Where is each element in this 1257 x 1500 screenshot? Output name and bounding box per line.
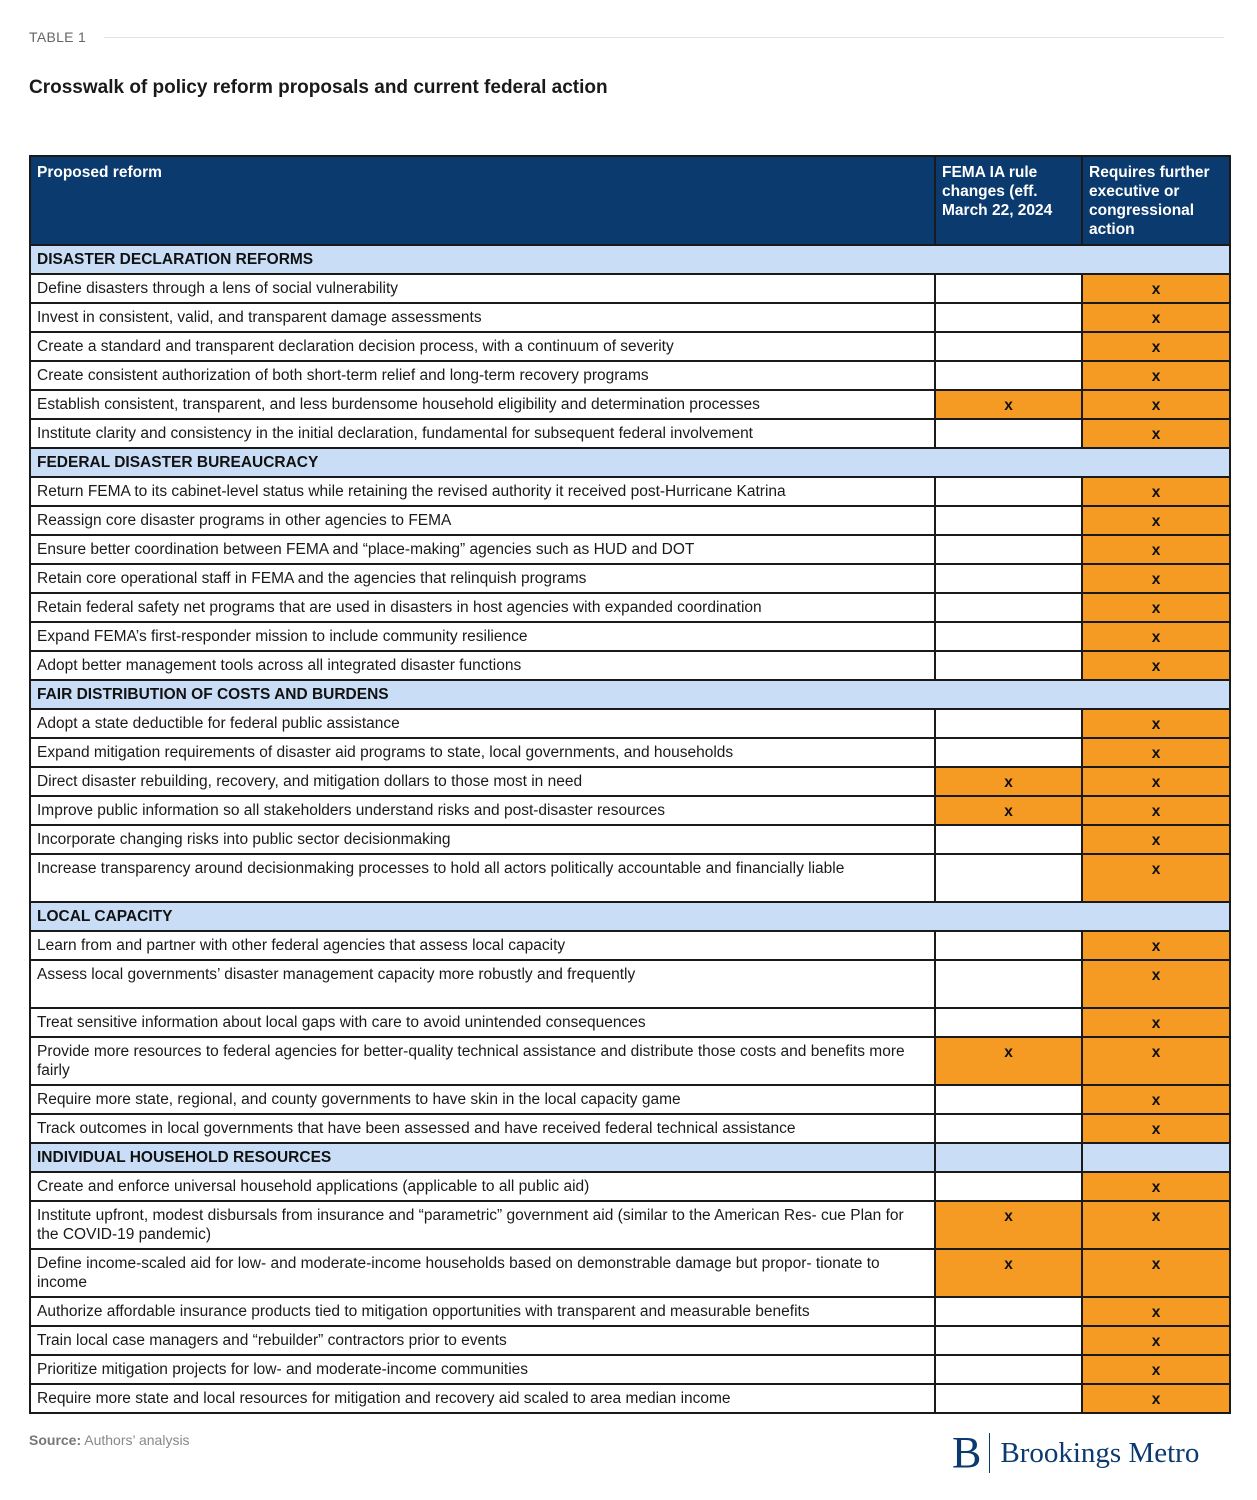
table-row (30, 535, 1230, 564)
reform-cell: Define disasters through a lens of social vulnerability (30, 274, 935, 303)
fema-mark-cell (935, 931, 1082, 960)
column-header-further: Requires further executive or congressional action (1082, 156, 1230, 245)
further-mark-cell: x (1082, 361, 1230, 390)
fema-mark-cell (935, 303, 1082, 332)
table-row (30, 1249, 1230, 1297)
table-row (30, 477, 1230, 506)
further-mark-cell: x (1082, 1355, 1230, 1384)
fema-mark-cell (935, 1008, 1082, 1037)
further-mark-cell: x (1082, 303, 1230, 332)
table-row (30, 332, 1230, 361)
source-label: Source: (29, 1432, 82, 1448)
section-title: LOCAL CAPACITY (30, 902, 1230, 931)
section-title: DISASTER DECLARATION REFORMS (30, 245, 1230, 274)
further-mark-cell: x (1082, 1008, 1230, 1037)
section-row (30, 1143, 1230, 1172)
fema-mark-cell: x (935, 1201, 1082, 1249)
further-mark-cell: x (1082, 960, 1230, 1008)
table-body (30, 245, 1230, 1413)
fema-mark-cell (935, 1384, 1082, 1413)
reform-cell: Require more state and local resources for mitigation and recovery aid scaled to area median income (30, 1384, 935, 1413)
reform-cell: Provide more resources to federal agencies for better-quality technical assistance and distribute those costs and benefits more fairly (30, 1037, 935, 1085)
further-mark-cell: x (1082, 825, 1230, 854)
logo-mark: B (952, 1428, 982, 1477)
further-mark-cell: x (1082, 622, 1230, 651)
fema-mark-cell (935, 506, 1082, 535)
reform-cell: Require more state, regional, and county governments to have skin in the local capacity game (30, 1085, 935, 1114)
table-row (30, 738, 1230, 767)
header-row (30, 156, 1230, 245)
label-divider (104, 37, 1224, 38)
reform-cell: Train local case managers and “rebuilder” contractors prior to events (30, 1326, 935, 1355)
fema-mark-cell (935, 332, 1082, 361)
reform-cell: Increase transparency around decisionmaking processes to hold all actors politically accountable and financially liable (30, 854, 935, 902)
section-title: FEDERAL DISASTER BUREAUCRACY (30, 448, 1230, 477)
section-row (30, 902, 1230, 931)
fema-mark-cell (935, 477, 1082, 506)
brookings-metro-logo (952, 1428, 1200, 1477)
reform-cell: Improve public information so all stakeholders understand risks and post-disaster resources (30, 796, 935, 825)
fema-mark-cell (935, 709, 1082, 738)
further-mark-cell: x (1082, 1037, 1230, 1085)
reform-cell: Direct disaster rebuilding, recovery, and mitigation dollars to those most in need (30, 767, 935, 796)
reform-cell: Assess local governments’ disaster management capacity more robustly and frequently (30, 960, 935, 1008)
fema-mark-cell (935, 535, 1082, 564)
further-mark-cell: x (1082, 593, 1230, 622)
table-row (30, 390, 1230, 419)
reform-cell: Expand mitigation requirements of disaster aid programs to state, local governments, and households (30, 738, 935, 767)
table-row (30, 767, 1230, 796)
further-mark-cell: x (1082, 796, 1230, 825)
table-row (30, 1201, 1230, 1249)
reform-cell: Invest in consistent, valid, and transparent damage assessments (30, 303, 935, 332)
table-row (30, 709, 1230, 738)
reform-cell: Treat sensitive information about local gaps with care to avoid unintended consequences (30, 1008, 935, 1037)
section-fema-empty (935, 1143, 1082, 1172)
reform-cell: Reassign core disaster programs in other agencies to FEMA (30, 506, 935, 535)
table-row (30, 825, 1230, 854)
table-row (30, 1008, 1230, 1037)
further-mark-cell: x (1082, 709, 1230, 738)
fema-mark-cell: x (935, 390, 1082, 419)
fema-mark-cell: x (935, 1249, 1082, 1297)
crosswalk-table (29, 155, 1231, 1414)
reform-cell: Adopt a state deductible for federal public assistance (30, 709, 935, 738)
further-mark-cell: x (1082, 506, 1230, 535)
table-row (30, 1297, 1230, 1326)
fema-mark-cell (935, 854, 1082, 902)
fema-mark-cell (935, 1085, 1082, 1114)
fema-mark-cell (935, 564, 1082, 593)
section-title: INDIVIDUAL HOUSEHOLD RESOURCES (30, 1143, 935, 1172)
further-mark-cell: x (1082, 1249, 1230, 1297)
further-mark-cell: x (1082, 651, 1230, 680)
fema-mark-cell: x (935, 796, 1082, 825)
fema-mark-cell (935, 651, 1082, 680)
further-mark-cell: x (1082, 1326, 1230, 1355)
further-mark-cell: x (1082, 390, 1230, 419)
fema-mark-cell (935, 622, 1082, 651)
further-mark-cell: x (1082, 332, 1230, 361)
reform-cell: Create and enforce universal household applications (applicable to all public aid) (30, 1172, 935, 1201)
source-note (29, 1432, 190, 1448)
fema-mark-cell (935, 960, 1082, 1008)
fema-mark-cell (935, 1355, 1082, 1384)
table-row (30, 651, 1230, 680)
reform-cell: Institute upfront, modest disbursals from insurance and “parametric” government aid (similar to the American Res- cue Plan for the COVID-19 pandemic) (30, 1201, 935, 1249)
section-row (30, 680, 1230, 709)
reform-cell: Authorize affordable insurance products tied to mitigation opportunities with transparent and measurable benefits (30, 1297, 935, 1326)
reform-cell: Define income-scaled aid for low- and moderate-income households based on demonstrable damage but propor- tionate to income (30, 1249, 935, 1297)
column-header-fema: FEMA IA rule changes (eff. March 22, 2024 (935, 156, 1082, 245)
reform-cell: Create consistent authorization of both short-term relief and long-term recovery programs (30, 361, 935, 390)
further-mark-cell: x (1082, 738, 1230, 767)
logo-divider (989, 1433, 990, 1473)
section-further-empty (1082, 1143, 1230, 1172)
table-row (30, 274, 1230, 303)
further-mark-cell: x (1082, 419, 1230, 448)
fema-mark-cell (935, 1297, 1082, 1326)
reform-cell: Establish consistent, transparent, and less burdensome household eligibility and determination processes (30, 390, 935, 419)
reform-cell: Return FEMA to its cabinet-level status while retaining the revised authority it received post-Hurricane Katrina (30, 477, 935, 506)
further-mark-cell: x (1082, 1172, 1230, 1201)
section-title: FAIR DISTRIBUTION OF COSTS AND BURDENS (30, 680, 1230, 709)
fema-mark-cell (935, 738, 1082, 767)
further-mark-cell: x (1082, 854, 1230, 902)
table-row (30, 796, 1230, 825)
fema-mark-cell: x (935, 767, 1082, 796)
reform-cell: Incorporate changing risks into public sector decisionmaking (30, 825, 935, 854)
fema-mark-cell (935, 593, 1082, 622)
table-label-row (29, 29, 1224, 45)
fema-mark-cell (935, 1326, 1082, 1355)
section-row (30, 245, 1230, 274)
reform-cell: Prioritize mitigation projects for low- and moderate-income communities (30, 1355, 935, 1384)
table-row (30, 1085, 1230, 1114)
reform-cell: Track outcomes in local governments that have been assessed and have received federal technical assistance (30, 1114, 935, 1143)
table-row (30, 854, 1230, 902)
fema-mark-cell (935, 419, 1082, 448)
fema-mark-cell (935, 361, 1082, 390)
reform-cell: Institute clarity and consistency in the initial declaration, fundamental for subsequent federal involvement (30, 419, 935, 448)
further-mark-cell: x (1082, 1297, 1230, 1326)
table-row (30, 303, 1230, 332)
table-row (30, 564, 1230, 593)
reform-cell: Retain core operational staff in FEMA and the agencies that relinquish programs (30, 564, 935, 593)
fema-mark-cell (935, 1172, 1082, 1201)
further-mark-cell: x (1082, 274, 1230, 303)
table-row (30, 1384, 1230, 1413)
further-mark-cell: x (1082, 931, 1230, 960)
reform-cell: Retain federal safety net programs that are used in disasters in host agencies with expanded coordination (30, 593, 935, 622)
further-mark-cell: x (1082, 477, 1230, 506)
reform-cell: Expand FEMA’s first-responder mission to include community resilience (30, 622, 935, 651)
further-mark-cell: x (1082, 1384, 1230, 1413)
table-row (30, 622, 1230, 651)
further-mark-cell: x (1082, 564, 1230, 593)
reform-cell: Adopt better management tools across all integrated disaster functions (30, 651, 935, 680)
table-row (30, 960, 1230, 1008)
table-title: Crosswalk of policy reform proposals and current federal action (29, 77, 608, 98)
table-row (30, 1355, 1230, 1384)
further-mark-cell: x (1082, 1085, 1230, 1114)
reform-cell: Learn from and partner with other federal agencies that assess local capacity (30, 931, 935, 960)
table-row (30, 1114, 1230, 1143)
further-mark-cell: x (1082, 767, 1230, 796)
further-mark-cell: x (1082, 1201, 1230, 1249)
table-label: TABLE 1 (29, 29, 87, 45)
logo-text: Brookings Metro (1000, 1436, 1200, 1469)
fema-mark-cell (935, 1114, 1082, 1143)
table-row (30, 1037, 1230, 1085)
source-text: Authors’ analysis (81, 1432, 190, 1448)
table-row (30, 361, 1230, 390)
fema-mark-cell (935, 825, 1082, 854)
table-row (30, 593, 1230, 622)
table-row (30, 1172, 1230, 1201)
further-mark-cell: x (1082, 535, 1230, 564)
table-row (30, 1326, 1230, 1355)
section-row (30, 448, 1230, 477)
fema-mark-cell: x (935, 1037, 1082, 1085)
table-row (30, 419, 1230, 448)
table-row (30, 931, 1230, 960)
column-header-reform: Proposed reform (30, 156, 935, 245)
fema-mark-cell (935, 274, 1082, 303)
reform-cell: Ensure better coordination between FEMA and “place-making” agencies such as HUD and DOT (30, 535, 935, 564)
table-row (30, 506, 1230, 535)
reform-cell: Create a standard and transparent declaration decision process, with a continuum of severity (30, 332, 935, 361)
further-mark-cell: x (1082, 1114, 1230, 1143)
